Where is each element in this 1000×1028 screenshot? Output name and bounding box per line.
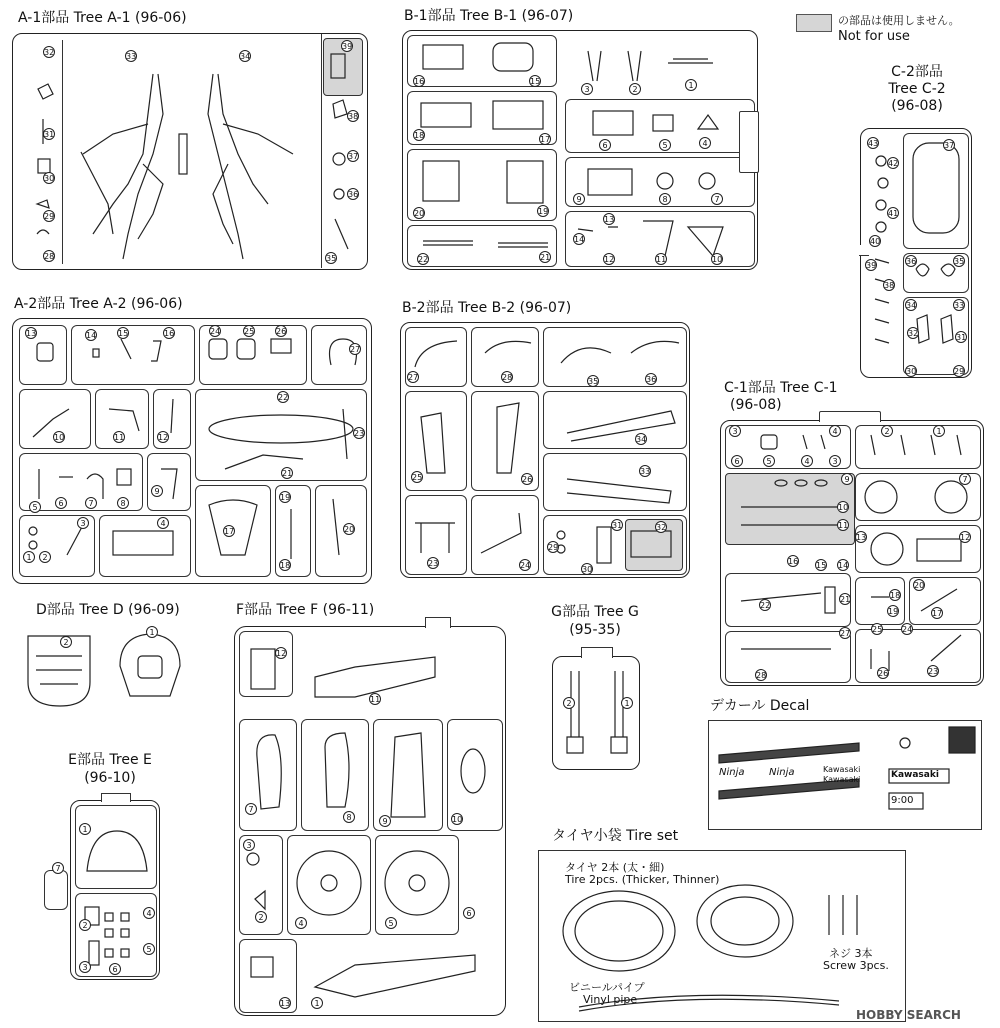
part-number: 3 <box>829 455 841 467</box>
part-number: 34 <box>906 301 917 310</box>
part-number: 9 <box>151 485 163 497</box>
legend-en: Not for use <box>838 29 910 44</box>
part-number: 28 <box>502 373 513 382</box>
part-number: 39 <box>866 261 877 270</box>
decal-sheet <box>708 720 982 830</box>
decal-ninja-1: Ninja <box>719 767 745 778</box>
part-number: 2 <box>563 697 575 709</box>
part-number: 2 <box>629 83 641 95</box>
part-number: 37 <box>348 152 359 161</box>
part-number: 33 <box>126 52 137 61</box>
part-number: 8 <box>117 497 129 509</box>
part-number: 3 <box>77 517 89 529</box>
part-number: 5 <box>29 501 41 513</box>
legend-jp: の部品は使用しません。 <box>838 14 960 27</box>
part-number: 23 <box>354 429 365 438</box>
tire-jp: タイヤ 2本 (太・細) <box>565 861 665 874</box>
tireset-box <box>538 850 906 1022</box>
part-number: 7 <box>245 803 257 815</box>
part-number: 12 <box>158 433 169 442</box>
tree-e-side-part <box>44 870 68 910</box>
part-number: 7 <box>959 473 971 485</box>
part-number: 2 <box>60 636 72 648</box>
part-number: 10 <box>838 503 849 512</box>
part-number: 2 <box>881 425 893 437</box>
part-number: 17 <box>540 135 551 144</box>
part-number: 12 <box>604 255 615 264</box>
decal-ninja-2: Ninja <box>769 767 795 778</box>
part-number: 41 <box>888 209 899 218</box>
part-number: 6 <box>731 455 743 467</box>
part-number: 4 <box>699 137 711 149</box>
part-number: 33 <box>954 301 965 310</box>
not-for-use-swatch <box>796 14 832 32</box>
part-number: 6 <box>599 139 611 151</box>
tree-c1-frame <box>720 420 984 686</box>
part-number: 25 <box>412 473 423 482</box>
part-number: 11 <box>370 695 381 704</box>
part-number: 6 <box>463 907 475 919</box>
tree-d-title: D部品 Tree D (96-09) <box>36 602 180 618</box>
part-number: 38 <box>884 281 895 290</box>
part-number: 9 <box>841 473 853 485</box>
part-number: 16 <box>414 77 425 86</box>
part-number: 35 <box>588 377 599 386</box>
part-number: 15 <box>118 329 129 338</box>
tree-c2-frame <box>860 128 972 378</box>
part-number: 43 <box>868 139 879 148</box>
decal-logo: Kawasaki <box>891 770 939 780</box>
part-number: 7 <box>711 193 723 205</box>
part-number: 5 <box>143 943 155 955</box>
part-number: 4 <box>295 917 307 929</box>
tree-a1-frame <box>12 33 368 270</box>
part-number: 20 <box>914 581 925 590</box>
part-number: 24 <box>210 327 221 336</box>
part-number: 35 <box>326 254 337 263</box>
tree-b1-frame <box>402 30 758 270</box>
part-number: 25 <box>244 327 255 336</box>
tree-b1-title: B-1部品 Tree B-1 (96-07) <box>404 8 574 24</box>
chassis-parts-drawing <box>13 319 373 585</box>
part-number: 4 <box>143 907 155 919</box>
watermark: HOBBY SEARCH <box>856 1008 961 1022</box>
part-number: 4 <box>801 455 813 467</box>
part-number: 34 <box>636 435 647 444</box>
bodywork-parts-drawing <box>235 627 507 1017</box>
part-number: 14 <box>838 561 849 570</box>
suspension-parts-drawing <box>721 421 985 687</box>
part-number: 5 <box>763 455 775 467</box>
part-number: 36 <box>646 375 657 384</box>
part-number: 17 <box>932 609 943 618</box>
part-number: 1 <box>146 626 158 638</box>
part-number: 12 <box>960 533 971 542</box>
part-number: 8 <box>659 193 671 205</box>
part-number: 22 <box>278 393 289 402</box>
part-number: 27 <box>840 629 851 638</box>
part-number: 18 <box>414 131 425 140</box>
part-number: 36 <box>348 190 359 199</box>
part-number: 21 <box>282 469 293 478</box>
part-number: 23 <box>428 559 439 568</box>
fork-drawing <box>553 657 641 771</box>
part-number: 24 <box>520 561 531 570</box>
part-number: 35 <box>954 257 965 266</box>
frame-parts-drawing <box>13 34 369 271</box>
part-number: 6 <box>109 963 121 975</box>
part-number: 8 <box>343 811 355 823</box>
part-number: 11 <box>114 433 125 442</box>
decal-kawasaki-2: Kawasaki <box>823 775 861 784</box>
screw-jp: ネジ 3本 <box>829 947 873 960</box>
part-number: 29 <box>44 212 55 221</box>
decal-kawasaki-1: Kawasaki <box>823 765 861 774</box>
part-number: 9 <box>573 193 585 205</box>
part-number: 4 <box>829 425 841 437</box>
part-number: 3 <box>79 961 91 973</box>
part-number: 3 <box>243 839 255 851</box>
part-number: 31 <box>956 333 967 342</box>
part-number: 13 <box>604 215 615 224</box>
pipe-en: Vinyl pipe <box>583 993 638 1006</box>
part-number: 4 <box>157 517 169 529</box>
part-number: 26 <box>276 327 287 336</box>
part-number: 27 <box>350 345 361 354</box>
tree-c2-line3: (96-08) <box>891 98 943 114</box>
part-number: 39 <box>342 42 353 51</box>
part-number: 1 <box>311 997 323 1009</box>
tree-b2-title: B-2部品 Tree B-2 (96-07) <box>402 300 572 316</box>
part-number: 22 <box>760 601 771 610</box>
tree-c1-line2: (96-08) <box>730 397 782 413</box>
part-number: 42 <box>888 159 899 168</box>
tree-c1-line1: C-1部品 Tree C-1 <box>724 380 838 396</box>
part-number: 15 <box>530 77 541 86</box>
part-number: 29 <box>954 367 965 376</box>
tree-c2-line2: Tree C-2 <box>888 81 946 97</box>
tire-en: Tire 2pcs. (Thicker, Thinner) <box>565 873 720 886</box>
part-number: 28 <box>756 671 767 680</box>
part-number: 13 <box>280 999 291 1008</box>
decal-title: デカール Decal <box>710 698 810 714</box>
part-number: 31 <box>44 130 55 139</box>
part-number: 12 <box>276 649 287 658</box>
part-number: 11 <box>838 521 849 530</box>
part-number: 33 <box>640 467 651 476</box>
part-number: 14 <box>574 235 585 244</box>
tree-c2-line1: C-2部品 <box>891 64 943 80</box>
part-number: 29 <box>548 543 559 552</box>
part-number: 16 <box>164 329 175 338</box>
screw-en: Screw 3pcs. <box>823 959 889 972</box>
part-number: 2 <box>255 911 267 923</box>
part-number: 18 <box>890 591 901 600</box>
part-number: 27 <box>408 373 419 382</box>
part-number: 40 <box>870 237 881 246</box>
tree-a2-title: A-2部品 Tree A-2 (96-06) <box>14 296 183 312</box>
part-number: 34 <box>240 52 251 61</box>
part-number: 19 <box>538 207 549 216</box>
part-number: 26 <box>522 475 533 484</box>
part-number: 1 <box>23 551 35 563</box>
part-number: 9 <box>379 815 391 827</box>
part-number: 37 <box>944 141 955 150</box>
part-number: 7 <box>85 497 97 509</box>
part-number: 2 <box>79 919 91 931</box>
tree-e-line2: (96-10) <box>84 770 136 786</box>
part-number: 38 <box>348 112 359 121</box>
part-number: 32 <box>656 523 667 532</box>
tree-g-line2: (95-35) <box>569 622 621 638</box>
part-number: 18 <box>280 561 291 570</box>
part-number: 3 <box>581 83 593 95</box>
tree-g-frame <box>552 656 640 770</box>
part-number: 1 <box>79 823 91 835</box>
part-number: 32 <box>44 48 55 57</box>
tree-e-frame <box>70 800 160 980</box>
part-number: 23 <box>928 667 939 676</box>
part-number: 5 <box>659 139 671 151</box>
part-number: 15 <box>816 561 827 570</box>
part-number: 28 <box>44 252 55 261</box>
part-number: 13 <box>26 329 37 338</box>
tireset-title: タイヤ小袋 Tire set <box>552 828 679 844</box>
part-number: 10 <box>452 815 463 824</box>
tree-f-frame <box>234 626 506 1016</box>
part-number: 21 <box>840 595 851 604</box>
part-number: 11 <box>656 255 667 264</box>
exhaust-parts-drawing <box>401 323 691 579</box>
part-number: 7 <box>52 862 64 874</box>
part-number: 1 <box>685 79 697 91</box>
part-number: 14 <box>86 331 97 340</box>
cowl-drawing <box>20 626 180 716</box>
part-number: 30 <box>906 367 917 376</box>
part-number: 30 <box>582 565 593 574</box>
part-number: 22 <box>418 255 429 264</box>
tree-a1-title: A-1部品 Tree A-1 (96-06) <box>18 10 187 26</box>
part-number: 21 <box>540 253 551 262</box>
part-number: 1 <box>621 697 633 709</box>
part-number: 16 <box>788 557 799 566</box>
part-number: 32 <box>908 329 919 338</box>
decal-clock: 9:00 <box>891 795 914 806</box>
part-number: 17 <box>224 527 235 536</box>
part-number: 30 <box>44 174 55 183</box>
part-number: 25 <box>872 625 883 634</box>
tree-a2-frame <box>12 318 372 584</box>
part-number: 20 <box>344 525 355 534</box>
tree-f-title: F部品 Tree F (96-11) <box>236 602 375 618</box>
pipe-jp: ビニールパイプ <box>569 981 645 994</box>
part-number: 24 <box>902 625 913 634</box>
tree-b2-frame <box>400 322 690 578</box>
tree-e-line1: E部品 Tree E <box>68 752 152 768</box>
tree-g-line1: G部品 Tree G <box>551 604 639 620</box>
part-number: 5 <box>385 917 397 929</box>
part-number: 3 <box>729 425 741 437</box>
part-number: 1 <box>933 425 945 437</box>
part-number: 31 <box>612 521 623 530</box>
part-number: 19 <box>280 493 291 502</box>
part-number: 2 <box>39 551 51 563</box>
part-number: 36 <box>906 257 917 266</box>
part-number: 19 <box>888 607 899 616</box>
part-number: 20 <box>414 209 425 218</box>
part-number: 13 <box>856 533 867 542</box>
part-number: 26 <box>878 669 889 678</box>
part-number: 10 <box>712 255 723 264</box>
part-number: 6 <box>55 497 67 509</box>
part-number: 10 <box>54 433 65 442</box>
